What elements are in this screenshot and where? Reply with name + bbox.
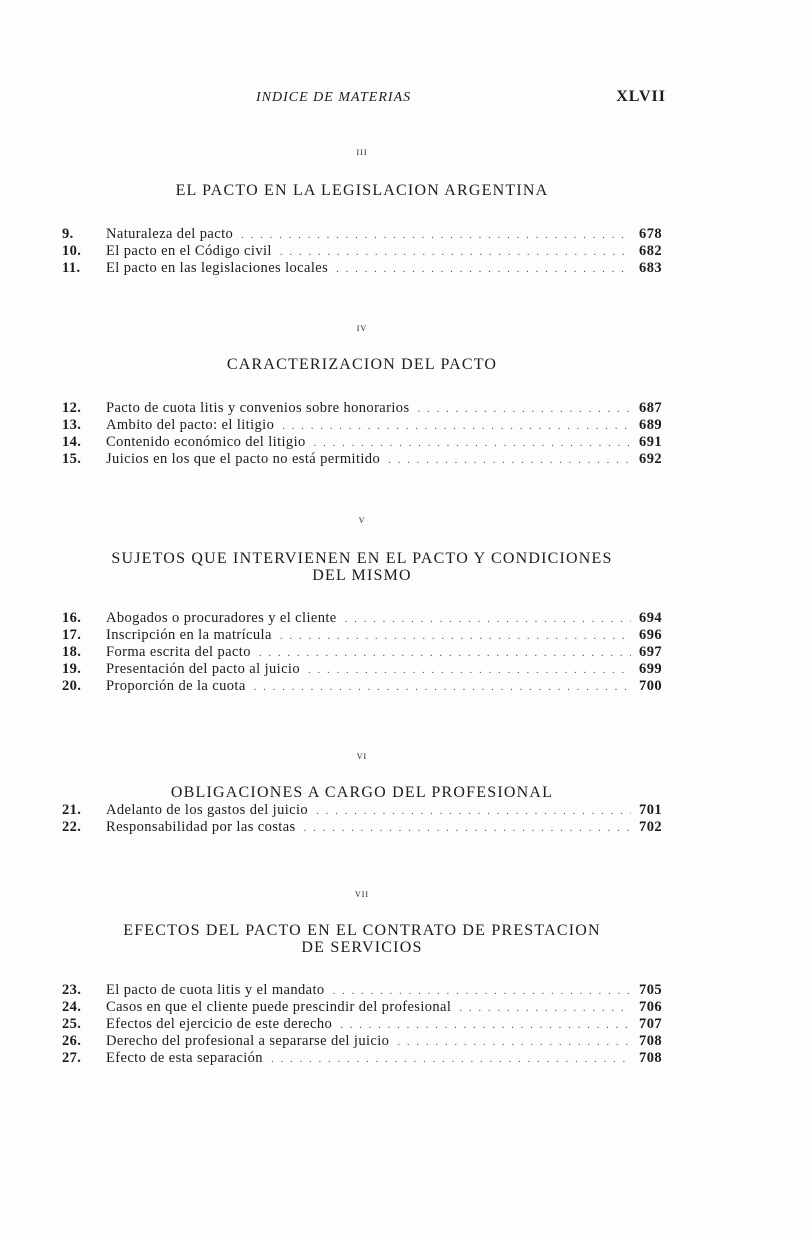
dot-leader [308, 664, 631, 676]
entry-number: 16. [62, 610, 82, 626]
toc-entry [62, 226, 662, 243]
dot-leader [304, 822, 631, 834]
running-head-title: INDICE DE MATERIAS [256, 90, 412, 105]
toc-entry [62, 1033, 662, 1050]
dot-leader [280, 630, 631, 642]
entry-title: Proporción de la cuota [106, 678, 246, 694]
section-numeral: v [358, 514, 366, 526]
section-heading: SUJETOS QUE INTERVIENEN EN EL PACTO Y CONDICIONES [111, 550, 613, 567]
dot-leader [388, 454, 631, 466]
entry-title: Adelanto de los gastos del juicio [106, 802, 309, 818]
dot-leader [241, 229, 631, 241]
entry-title: Inscripción en la matrícula [106, 627, 272, 643]
dot-leader [271, 1053, 631, 1065]
entry-number: 11. [62, 260, 81, 276]
entry-page: 692 [639, 451, 662, 467]
entry-page: 708 [639, 1050, 662, 1066]
section-vi [62, 750, 662, 835]
entry-page: 683 [639, 260, 662, 276]
entry-page: 706 [639, 999, 662, 1015]
entry-title: Forma escrita del pacto [106, 644, 251, 660]
entry-title: Contenido económico del litigio [106, 434, 306, 450]
toc-entry [62, 451, 662, 468]
dot-leader [336, 263, 631, 275]
dot-leader [314, 437, 631, 449]
entry-number: 23. [62, 982, 82, 998]
entry-number: 10. [62, 243, 82, 259]
entry-number: 26. [62, 1033, 82, 1049]
dot-leader [397, 1036, 631, 1048]
entry-title: Pacto de cuota litis y convenios sobre honorarios [106, 400, 410, 416]
entry-page: 696 [639, 627, 662, 643]
entry-title: Juicios en los que el pacto no está permitido [106, 451, 381, 467]
toc-entry [62, 434, 662, 451]
entry-number: 27. [62, 1050, 82, 1066]
entry-page: 689 [639, 417, 662, 433]
toc-entry [62, 982, 662, 999]
toc-entry [62, 1016, 662, 1033]
dot-leader [259, 647, 631, 659]
entry-page: 678 [639, 226, 662, 242]
toc-entry [62, 260, 662, 277]
toc-entry [62, 243, 662, 260]
section-v [62, 514, 662, 694]
running-head-page-number: XLVII [616, 88, 666, 105]
running-head [0, 90, 812, 112]
entry-title: Responsabilidad por las costas [106, 819, 296, 835]
entry-page: 687 [639, 400, 662, 416]
entry-page: 708 [639, 1033, 662, 1049]
entry-title: Casos en que el cliente puede prescindir del profesional [106, 999, 452, 1015]
entry-title: Ambito del pacto: el litigio [106, 417, 275, 433]
toc-entry-list [62, 610, 662, 695]
entry-number: 20. [62, 678, 82, 694]
toc-entry [62, 400, 662, 417]
dot-leader [345, 613, 631, 625]
section-heading: EFECTOS DEL PACTO EN EL CONTRATO DE PRESTACION [123, 922, 601, 939]
toc-entry [62, 644, 662, 661]
entry-page: 701 [639, 802, 662, 818]
entry-number: 15. [62, 451, 82, 467]
entry-title: El pacto de cuota litis y el mandato [106, 982, 325, 998]
entry-page: 682 [639, 243, 662, 259]
entry-number: 24. [62, 999, 82, 1015]
entry-title: El pacto en las legislaciones locales [106, 260, 329, 276]
entry-number: 17. [62, 627, 82, 643]
entry-page: 697 [639, 644, 662, 660]
section-heading: EL PACTO EN LA LEGISLACION ARGENTINA [175, 182, 549, 199]
dot-leader [254, 681, 631, 693]
toc-entry [62, 999, 662, 1016]
entry-number: 9. [62, 226, 74, 242]
section-numeral: iv [356, 322, 368, 334]
dot-leader [280, 246, 631, 258]
entry-title: Presentación del pacto al juicio [106, 661, 300, 677]
toc-entry [62, 819, 662, 836]
entry-page: 699 [639, 661, 662, 677]
dot-leader [459, 1002, 631, 1014]
entry-title: Efectos del ejercicio de este derecho [106, 1016, 333, 1032]
entry-title: Abogados o procuradores y el cliente [106, 610, 337, 626]
toc-entry [62, 1050, 662, 1067]
toc-entry [62, 661, 662, 678]
entry-number: 22. [62, 819, 82, 835]
toc-entry-list [62, 226, 662, 277]
entry-page: 691 [639, 434, 662, 450]
toc-entry [62, 627, 662, 644]
entry-number: 14. [62, 434, 82, 450]
entry-page: 702 [639, 819, 662, 835]
entry-number: 13. [62, 417, 82, 433]
entry-page: 705 [639, 982, 662, 998]
entry-title: El pacto en el Código civil [106, 243, 272, 259]
dot-leader [282, 420, 631, 432]
entry-title: Efecto de esta separación [106, 1050, 263, 1066]
entry-number: 21. [62, 802, 82, 818]
toc-entry-list [62, 802, 662, 836]
section-numeral: iii [356, 146, 368, 158]
entry-page: 694 [639, 610, 662, 626]
entry-number: 19. [62, 661, 82, 677]
entry-page: 700 [639, 678, 662, 694]
section-heading-continued: DEL MISMO [312, 567, 412, 584]
section-heading: CARACTERIZACION DEL PACTO [226, 356, 498, 373]
entry-number: 12. [62, 400, 82, 416]
toc-entry-list [62, 400, 662, 468]
toc-entry [62, 802, 662, 819]
entry-title: Derecho del profesional a separarse del juicio [106, 1033, 390, 1049]
entry-number: 25. [62, 1016, 82, 1032]
dot-leader [418, 403, 632, 415]
entry-page: 707 [639, 1016, 662, 1032]
section-iv [62, 322, 662, 467]
dot-leader [340, 1019, 631, 1031]
entry-title: Naturaleza del pacto [106, 226, 234, 242]
section-iii [62, 146, 662, 276]
section-vii [62, 888, 662, 1066]
dot-leader [333, 985, 632, 997]
section-heading: OBLIGACIONES A CARGO DEL PROFESIONAL [170, 784, 554, 801]
entry-number: 18. [62, 644, 82, 660]
toc-entry-list [62, 982, 662, 1067]
toc-entry [62, 417, 662, 434]
toc-entry [62, 678, 662, 695]
toc-entry [62, 610, 662, 627]
section-heading-continued: DE SERVICIOS [301, 939, 423, 956]
dot-leader [316, 805, 631, 817]
section-numeral: vii [354, 888, 370, 900]
section-numeral: vi [356, 750, 368, 762]
